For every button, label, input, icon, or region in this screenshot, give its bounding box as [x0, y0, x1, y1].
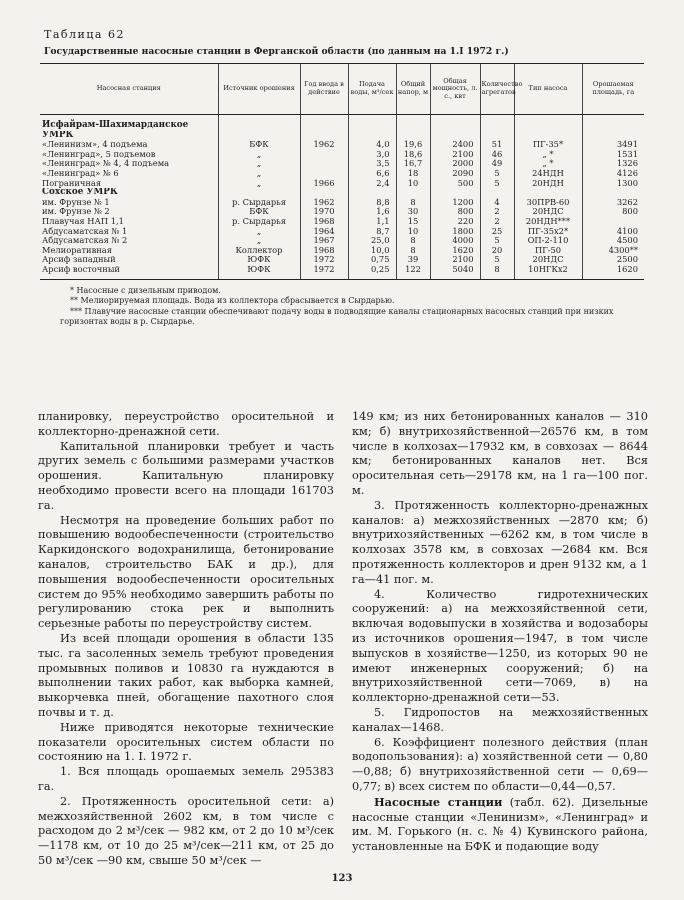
table-cell: [480, 131, 514, 141]
table-cell: 800: [582, 207, 644, 217]
table-cell: р. Сырдарья: [218, 217, 300, 227]
col-header-flow: Подача воды, м³/сек: [348, 64, 396, 115]
table-cell: 8: [396, 246, 430, 256]
table-cell: 1962: [300, 198, 348, 208]
table-cell: 2,4: [348, 179, 396, 189]
table-cell: 1,6: [348, 207, 396, 217]
table-cell: 4000: [430, 236, 480, 246]
table-cell: 2090: [430, 169, 480, 179]
table-cell: 8: [480, 265, 514, 279]
table-cell: 4,0: [348, 140, 396, 150]
table-cell: [300, 115, 348, 131]
table-cell: [514, 188, 582, 198]
table-cell: 1300: [582, 179, 644, 189]
footnote-2: ** Мелиорируемая площадь. Вода из коллектора сбрасывается в Сырдарью.: [70, 296, 395, 305]
table-cell: [300, 159, 348, 169]
table-row: [40, 255, 644, 265]
group-label: Исфайрам-Шахимарданское: [42, 120, 189, 130]
table-cell: 18: [396, 169, 430, 179]
paragraph: 6. Коэффициент полезного действия (план водопользования): а) хозяйственной сети — 0,80—0,88; б) внутрихозяйственной сети — 0,69—0,77; в) всех систем по области—0,44—0,57.: [352, 735, 648, 793]
table-header-row: [40, 64, 644, 115]
table-cell: 16,7: [396, 159, 430, 169]
table-cell: 5040: [430, 265, 480, 279]
col-header-year: Год ввода в действие: [300, 64, 348, 115]
table-cell: 3,5: [348, 159, 396, 169]
table-cell: 10: [396, 227, 430, 237]
table-group-row: [40, 131, 644, 141]
group-label: УМРК: [42, 130, 74, 140]
table-cell: „: [218, 227, 300, 237]
table-cell: 8,7: [348, 227, 396, 237]
table-cell: 10,0: [348, 246, 396, 256]
paragraph: 149 км; из них бетонированных каналов — 310 км; б) внутрихозяйственной—26576 км, в том числе в колхозах—17932 км, в совхозах — 8644 км; бетонированных каналов нет. Вся оросительная сеть—29178 км, на 1 га—100 пог. м.: [352, 410, 648, 497]
col-header-head: Общий напор, м: [396, 64, 430, 115]
table-cell: 220: [430, 217, 480, 227]
table-cell: ЮФК: [218, 265, 300, 279]
table-cell: 20НДС: [514, 207, 582, 217]
table-row: [40, 169, 644, 179]
page-number: 123: [331, 873, 353, 884]
table-cell: [348, 115, 396, 131]
paragraph: 2. Протяженность оросительной сети: а) межхозяйственной 2602 км, в том числе с расходом до 2 м³/сек — 982 км, от 2 до 10 м³/сек—1178 км, от 10 до 25 м³/сек—211 км, от 25 до 50 м³/сек —90 км, свыше 50 м³/сек —: [38, 794, 334, 867]
table-row: [40, 150, 644, 160]
right-column: [352, 410, 648, 855]
table-cell: ПГ-35*: [514, 140, 582, 150]
table-cell: „: [218, 159, 300, 169]
table-row: [40, 140, 644, 150]
table-cell: «Ленинград» № 4, 4 подъема: [42, 159, 170, 169]
table-cell: [300, 188, 348, 198]
table-cell: [514, 131, 582, 141]
table-cell: 8,8: [348, 198, 396, 208]
table-cell: „: [218, 236, 300, 246]
table-cell: [480, 188, 514, 198]
table-cell: Абдусаматская № 1: [42, 226, 128, 236]
table-cell: 1968: [300, 217, 348, 227]
table-cell: [348, 188, 396, 198]
table-cell: [218, 188, 300, 198]
table-cell: [430, 131, 480, 141]
table-cell: [218, 115, 300, 131]
table-cell: Плавучая НАП 1,1: [42, 216, 124, 226]
table-cell: 2000: [430, 159, 480, 169]
table-section: [40, 28, 644, 328]
paragraph: 1. Вся площадь орошаемых земель 295383 га.: [38, 765, 334, 793]
table-cell: 4: [480, 198, 514, 208]
table-cell: им. Фрунзе № 2: [42, 207, 110, 217]
table-cell: 1,1: [348, 217, 396, 227]
table-cell: [300, 150, 348, 160]
table-row: [40, 236, 644, 246]
paragraph: планировку, переустройство оросительной и коллекторно-дренажной сети.: [38, 410, 334, 438]
pump-stations-table: [40, 63, 644, 280]
table-cell: Мелиоративная: [42, 245, 112, 255]
table-cell: 25: [480, 227, 514, 237]
table-cell: 500: [430, 179, 480, 189]
table-cell: «Ленинизм», 4 подъема: [42, 140, 148, 150]
table-cell: 2: [480, 207, 514, 217]
table-cell: 3491: [582, 140, 644, 150]
col-header-units: Количество агрегатов: [480, 64, 514, 115]
table-cell: [396, 115, 430, 131]
table-cell: 20НДС: [514, 255, 582, 265]
table-cell: 2500: [582, 255, 644, 265]
table-cell: 1531: [582, 150, 644, 160]
table-cell: [300, 131, 348, 141]
table-cell: 24НДН: [514, 169, 582, 179]
table-cell: 4100: [582, 227, 644, 237]
paragraph: [352, 795, 648, 855]
paragraph: 4. Количество гидротехнических сооружений: а) на межхозяйственной сети, включая водовыпуски в хозяйства и водозаборы из источников орошения—1947, в том числе выпусков в хозяйстве—1250, из которых 90 не имеют инженерных сооружений; б) на внутрихозяйственной сети—7069, в) на коллекторно-дренажной сети—53.: [352, 587, 648, 705]
table-number: Таблица 62: [44, 28, 125, 41]
table-cell: [582, 188, 644, 198]
table-cell: 15: [396, 217, 430, 227]
table-cell: 4500: [582, 236, 644, 246]
table-cell: 8: [396, 236, 430, 246]
table-group-row: [40, 188, 644, 198]
table-cell: «Ленинград», 5 подъемов: [42, 149, 156, 159]
table-cell: 1200: [430, 198, 480, 208]
table-cell: р. Сырдарья: [218, 198, 300, 208]
table-cell: „ *: [514, 150, 582, 160]
table-cell: Пограничная: [42, 178, 102, 188]
table-cell: [430, 115, 480, 131]
table-cell: 49: [480, 159, 514, 169]
col-header-source: Источник орошения: [218, 64, 300, 115]
col-header-area: Орошаемая площадь, га: [582, 64, 644, 115]
group-label: Сохское УМРК: [42, 188, 118, 198]
col-header-station: Насосная станция: [40, 64, 218, 115]
table-cell: [430, 188, 480, 198]
table-cell: «Ленинград» № 6: [42, 168, 119, 178]
table-cell: [396, 188, 430, 198]
table-cell: 3262: [582, 198, 644, 208]
section-heading: Насосные станции: [374, 794, 503, 809]
table-cell: 1968: [300, 246, 348, 256]
table-cell: 4300**: [582, 246, 644, 256]
table-cell: [396, 131, 430, 141]
table-cell: „: [218, 150, 300, 160]
table-cell: 3,0: [348, 150, 396, 160]
table-cell: „: [218, 169, 300, 179]
table-cell: 25,0: [348, 236, 396, 246]
table-cell: 5: [480, 255, 514, 265]
table-cell: 1326: [582, 159, 644, 169]
col-header-power: Общая мощность, л. с., квт: [430, 64, 480, 115]
table-cell: 8: [396, 198, 430, 208]
table-cell: 1962: [300, 140, 348, 150]
table-cell: 1970: [300, 207, 348, 217]
table-cell: 800: [430, 207, 480, 217]
table-cell: [514, 115, 582, 131]
left-column: [38, 410, 334, 869]
table-cell: 1620: [430, 246, 480, 256]
table-cell: [480, 115, 514, 131]
table-cell: 30ПРВ-60: [514, 198, 582, 208]
table-cell: [300, 169, 348, 179]
table-row: [40, 207, 644, 217]
paragraph: Из всей площади орошения в области 135 тыс. га засоленных земель требуют проведения промывных поливов и 10830 га нуждаются в выполнении таких работ, как выборка камней, выкорчевка пней, обогащение пахотного слоя почвы и т. д.: [38, 631, 334, 719]
table-cell: 5: [480, 169, 514, 179]
table-cell: 20: [480, 246, 514, 256]
table-cell: [582, 217, 644, 227]
table-cell: 2100: [430, 255, 480, 265]
table-cell: 18,6: [396, 150, 430, 160]
table-cell: 20НДН: [514, 179, 582, 189]
table-row: [40, 198, 644, 208]
table-row: [40, 217, 644, 227]
table-cell: 10НГКх2: [514, 265, 582, 279]
table-cell: 0,75: [348, 255, 396, 265]
table-cell: Арсиф восточный: [40, 265, 218, 279]
table-cell: Арсиф западный: [42, 255, 116, 265]
table-cell: 1972: [300, 255, 348, 265]
table-cell: Абдусаматская № 2: [42, 236, 128, 246]
table-row: [40, 159, 644, 169]
table-footnotes: [40, 286, 644, 328]
paragraph: 3. Протяженность коллекторно-дренажных каналов: а) межхозяйственных —2870 км; б) внутрихозяйственных —6262 км, в том числе в колхозах 3578 км, в совхозах —2684 км. Вся протяженность коллекторов и дрен 9132 км, а 1 га—41 пог. м.: [352, 498, 648, 586]
table-cell: [218, 131, 300, 141]
table-cell: „ *: [514, 159, 582, 169]
table-cell: БФК: [218, 140, 300, 150]
paragraph: Капитальной планировки требует и часть других земель с большими размерами участков орошения. Капитальную планировку необходимо провести всего на площади 161703 га.: [38, 439, 334, 512]
footnote-1: * Насосные с дизельным приводом.: [70, 285, 221, 295]
paragraph: 5. Гидропостов на межхозяйственных каналах—1468.: [352, 705, 648, 734]
table-title: Государственные насосные станции в Ферганской области (по данным на 1.I 1972 г.): [44, 46, 509, 57]
paragraph: Несмотря на проведение больших работ по повышению водообеспеченности (строительство Каркидонского водохранилища, бетонирование каналов, строительство БАК и др.), для повышения водообеспеченности оросительных систем до 95% необходимо завершить работы по регулированию стока рек и выполнить серьезные работы по переустройству систем.: [38, 513, 334, 631]
table-cell: им. Фрунзе № 1: [42, 197, 110, 207]
table-cell: 1620: [582, 265, 644, 279]
table-row: [40, 227, 644, 237]
table-cell: 5: [480, 179, 514, 189]
table-cell: ОП-2-110: [514, 236, 582, 246]
table-cell: 5: [480, 236, 514, 246]
table-cell: 1966: [300, 179, 348, 189]
table-cell: 1800: [430, 227, 480, 237]
table-cell: [582, 115, 644, 131]
table-cell: 6,6: [348, 169, 396, 179]
paragraph: Ниже приводятся некоторые технические показатели оросительных систем области по состоянию на 1. I. 1972 г.: [38, 720, 334, 764]
table-cell: ЮФК: [218, 255, 300, 265]
table-cell: „: [218, 179, 300, 189]
table-cell: ПГ-35х2*: [514, 227, 582, 237]
table-cell: 19,6: [396, 140, 430, 150]
table-cell: ПГ-50: [514, 246, 582, 256]
table-cell: 1972: [300, 265, 348, 279]
table-cell: 10: [396, 179, 430, 189]
table-row: [40, 179, 644, 189]
table-cell: 46: [480, 150, 514, 160]
table-cell: 20НДН***: [514, 217, 582, 227]
table-cell: 1967: [300, 236, 348, 246]
paragraph-text: (табл. 62). Дизельные насосные станции «Ленинизм», «Ленинград» и им. М. Горького (н. с. № 4) Кувинского района, установленные на БФК и подающие воду: [352, 795, 648, 854]
table-cell: [582, 131, 644, 141]
table-cell: 2: [480, 217, 514, 227]
table-row: [40, 265, 644, 279]
table-cell: 39: [396, 255, 430, 265]
table-cell: 2100: [430, 150, 480, 160]
table-cell: 1964: [300, 227, 348, 237]
footnote-3: *** Плавучие насосные станции обеспечивают подачу воды в подводящие каналы стационарных насосных станций при низких горизонтах воды в р. Сырдарье.: [60, 306, 614, 326]
table-cell: 0,25: [348, 265, 396, 279]
table-cell: 122: [396, 265, 430, 279]
table-group-row: [40, 115, 644, 131]
table-cell: БФК: [218, 207, 300, 217]
table-cell: Коллектор: [218, 246, 300, 256]
table-cell: 30: [396, 207, 430, 217]
col-header-pump-type: Тип насоса: [514, 64, 582, 115]
table-cell: [348, 131, 396, 141]
table-cell: 4126: [582, 169, 644, 179]
table-cell: 51: [480, 140, 514, 150]
table-row: [40, 246, 644, 256]
table-cell: 2400: [430, 140, 480, 150]
